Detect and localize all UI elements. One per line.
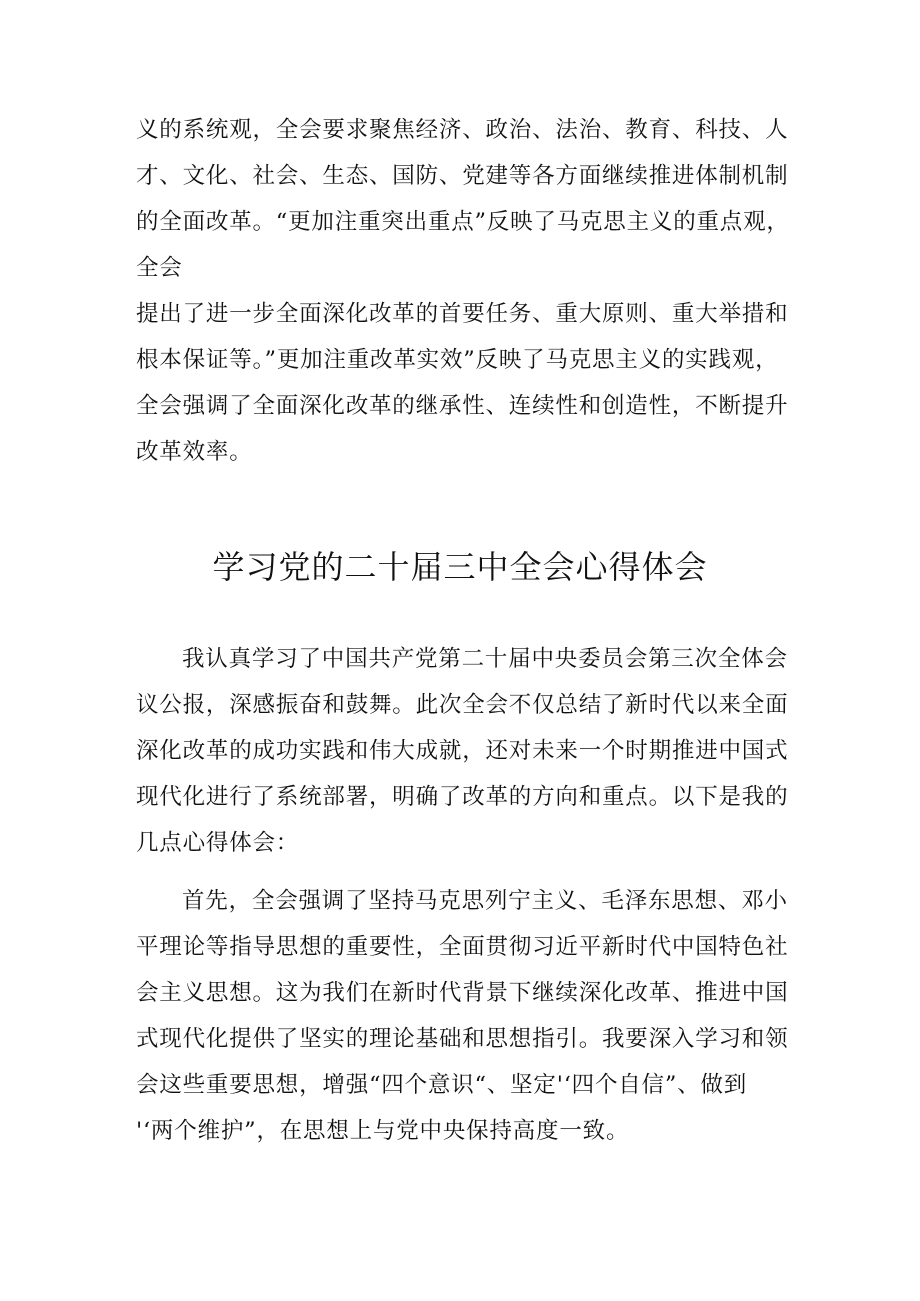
text-line: 提出了进一步全面深化改革的首要任务、重大原则、重大举措和 bbox=[136, 301, 789, 327]
text-line: 几点心得体会： bbox=[136, 830, 300, 856]
paragraph-intro bbox=[136, 636, 792, 866]
text-line: 会主义思想。这为我们在新时代背景下继续深化改革、推进中国 bbox=[136, 980, 789, 1006]
text-line: 会这些重要思想，增强“四个意识“、坚定'‘四个自信”、做到 bbox=[136, 1072, 748, 1098]
text-line: 首先，全会强调了坚持马克思列宁主义、毛泽东思想、邓小 bbox=[182, 888, 788, 914]
essay-title: 学习党的二十届三中全会心得体会 bbox=[212, 548, 708, 586]
text-line: 全会 bbox=[136, 255, 183, 281]
text-line: 议公报，深感振奋和鼓舞。此次全会不仅总结了新时代以来全面 bbox=[136, 692, 789, 718]
text-line: 深化改革的成功实践和伟大成就，还对未来一个时期推进中国式 bbox=[136, 738, 789, 764]
text-line: 义的系统观，全会要求聚焦经济、政治、法治、教育、科技、人 bbox=[136, 117, 789, 143]
text-line: 我认真学习了中国共产党第二十届中央委员会第三次全体会 bbox=[182, 646, 788, 672]
text-line: 才、文化、社会、生态、国防、党建等各方面继续推进体制机制 bbox=[136, 163, 789, 189]
text-line: 全会强调了全面深化改革的继承性、连续性和创造性，不断提升 bbox=[136, 393, 789, 419]
text-line: 的全面改革。“更加注重突出重点”反映了马克思主义的重点观， bbox=[136, 209, 790, 235]
text-line: 平理论等指导思想的重要性，全面贯彻习近平新时代中国特色社 bbox=[136, 934, 789, 960]
text-line: 改革效率。 bbox=[136, 439, 253, 465]
text-line: '‘两个维护”，在思想上与党中央保持高度一致。 bbox=[136, 1118, 630, 1144]
paragraph-first-point bbox=[136, 878, 792, 1154]
text-line: 现代化进行了系统部署，明确了改革的方向和重点。以下是我的 bbox=[136, 784, 789, 810]
continued-paragraph bbox=[136, 107, 792, 475]
text-line: 根本保证等。”更加注重改革实效”反映了马克思主义的实践观， bbox=[136, 347, 779, 373]
text-line: 式现代化提供了坚实的理论基础和思想指引。我要深入学习和领 bbox=[136, 1026, 789, 1052]
